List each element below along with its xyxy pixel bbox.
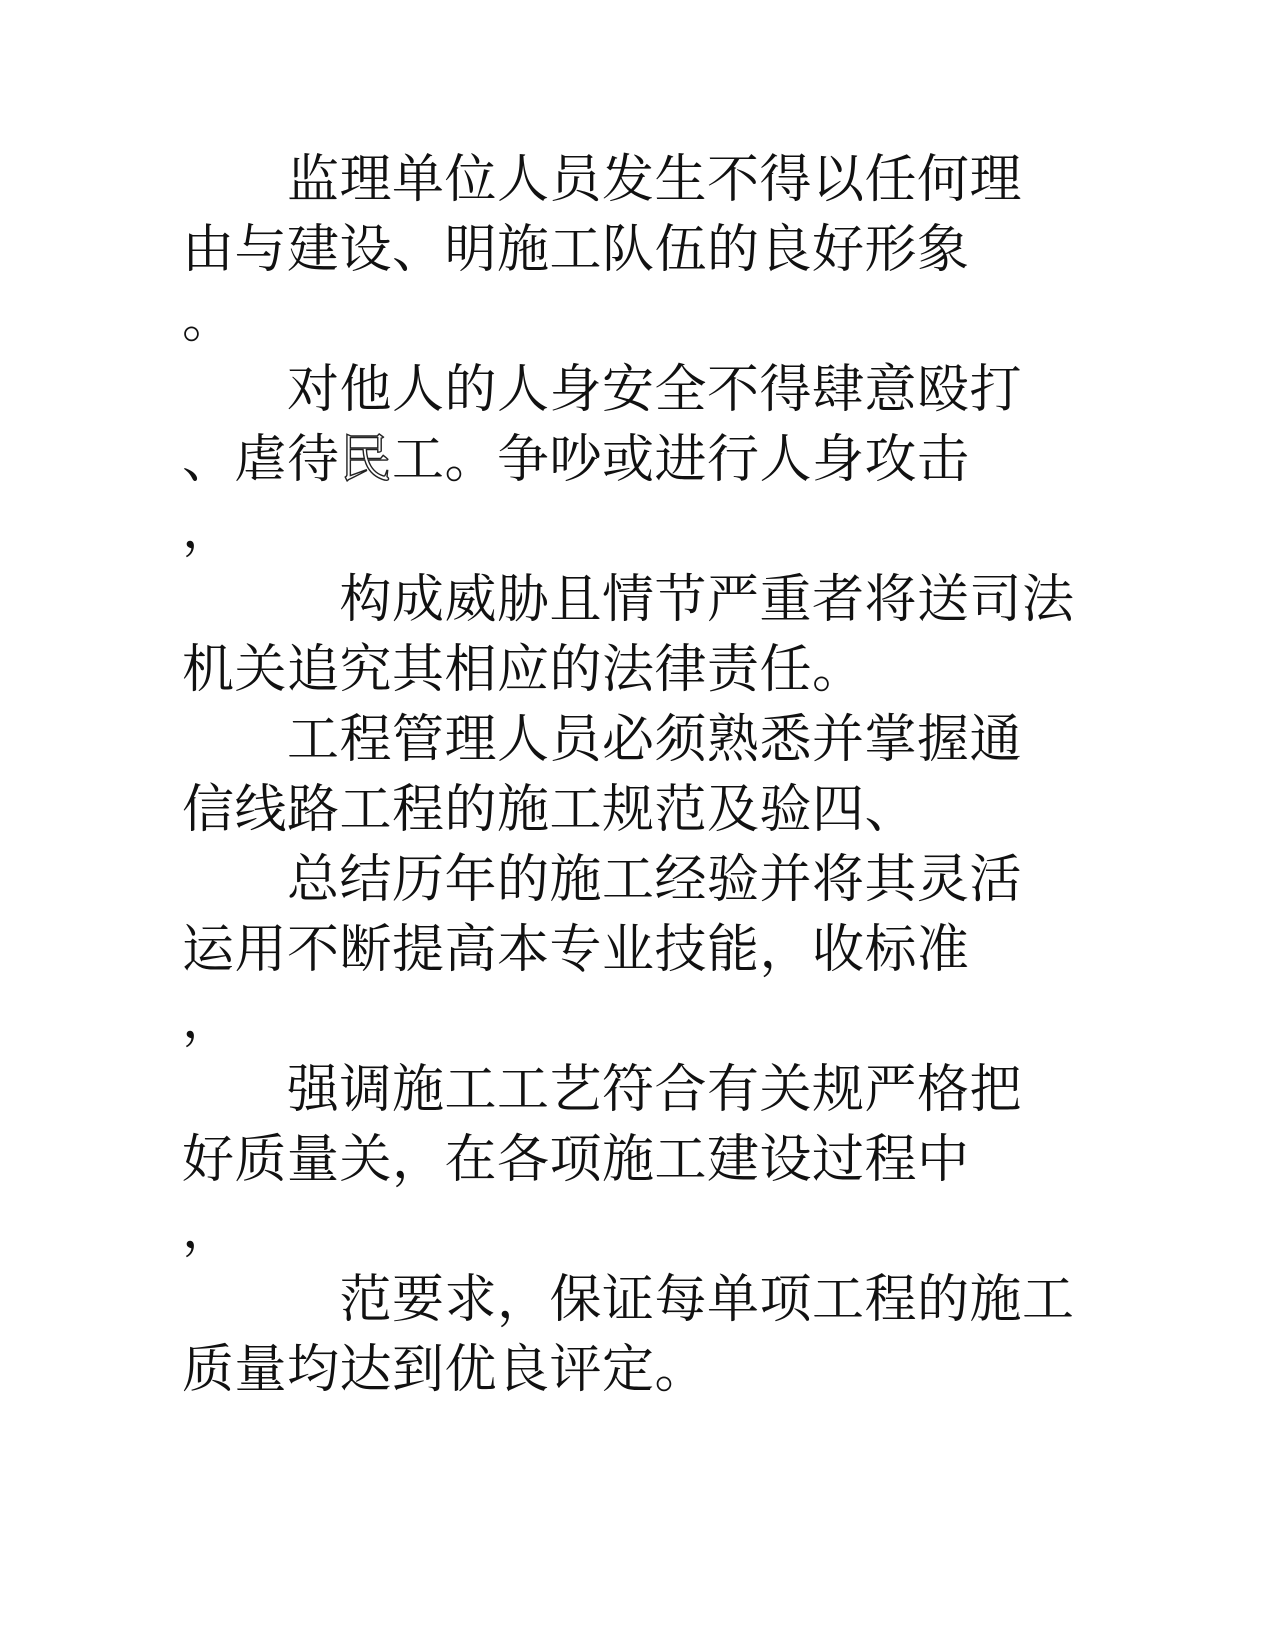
text-line-6: ， [182,500,235,560]
text-line-12: 运用不断提高本专业技能，收标准 [182,920,970,980]
text-line-9: 工程管理人员必须熟悉并掌握通 [182,710,1023,770]
text-line-17: 范要求，保证每单项工程的施工 [182,1270,1075,1330]
text-line-2: 由与建设、明施工队伍的良好形象 [182,220,970,280]
text-line-4: 对他人的人身安全不得肆意殴打 [182,360,1023,420]
text-line-13: ， [182,990,235,1050]
text-line-10: 信线路工程的施工规范及验四、 [182,780,918,840]
text-line-11: 总结历年的施工经验并将其灵活 [182,850,1023,910]
text-line-15: 好质量关，在各项施工建设过程中 [182,1130,970,1190]
outlined-character: 民 [339,430,393,490]
text-line-3: 。 [182,290,235,350]
text-line-1: 监理单位人员发生不得以任何理 [182,150,1023,210]
text-line-8: 机关追究其相应的法律责任。 [182,640,865,700]
text-line-14: 强调施工工艺符合有关规严格把 [182,1060,1023,1120]
text-line-5-part-2: 工。争吵或进行人身攻击 [392,430,970,490]
text-line-7: 构成威胁且情节严重者将送司法 [182,570,1075,630]
text-line-5 [182,425,970,495]
text-line-16: ， [182,1200,235,1260]
text-line-5-part-1: 、虐待 [182,430,340,490]
text-line-18: 质量均达到优良评定。 [182,1340,708,1400]
